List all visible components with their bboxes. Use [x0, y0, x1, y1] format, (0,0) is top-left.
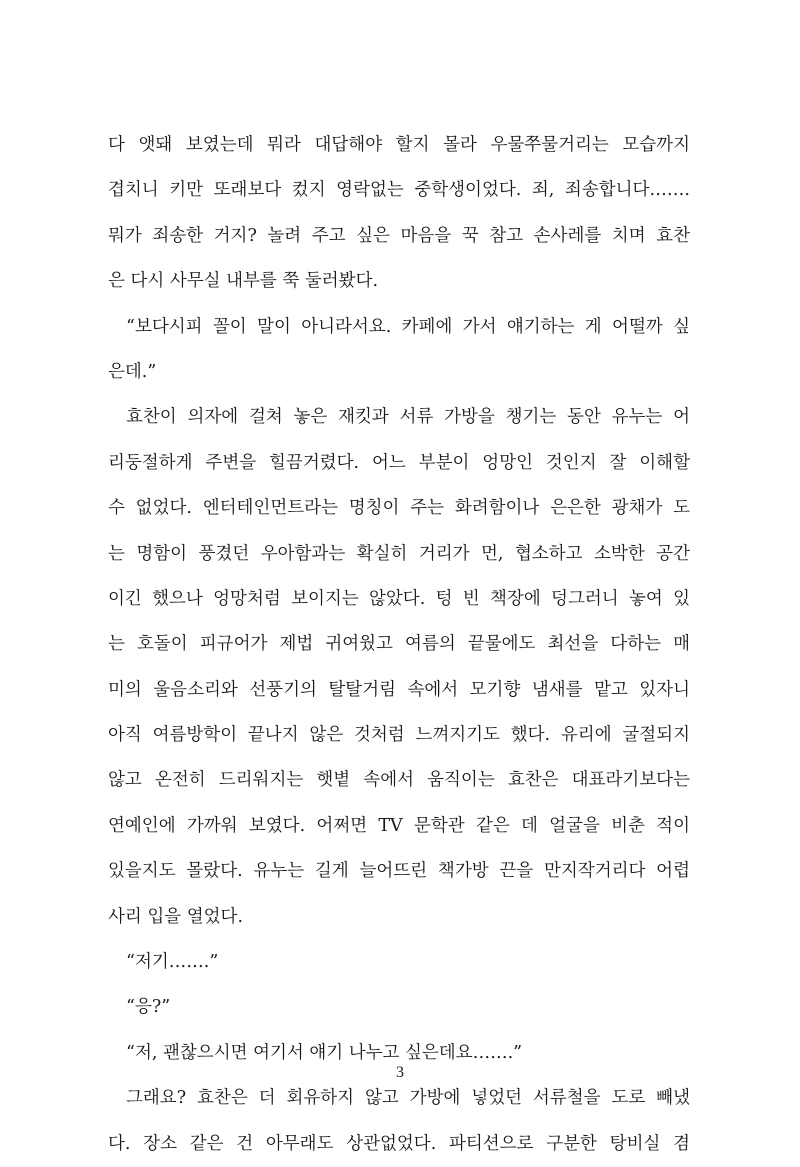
- text-line: 않고 온전히 드리워지는 햇볕 속에서 움직이는 효찬은 대표라기보다는: [108, 770, 690, 791]
- page-number: 3: [396, 1064, 404, 1081]
- text-line: 미의 울음소리와 선풍기의 탈탈거림 속에서 모기향 냄새를 맡고 있자니: [108, 679, 690, 700]
- text-line: 겹치니 키만 또래보다 컸지 영락없는 중학생이었다. 죄, 죄송합니다…….: [108, 180, 690, 201]
- text-line: 사리 입을 열었다.: [108, 906, 244, 927]
- text-line: 는 명함이 풍겼던 우아함과는 확실히 거리가 먼, 협소하고 소박한 공간: [108, 543, 690, 564]
- text-line: 는 호돌이 피규어가 제법 귀여웠고 여름의 끝물에도 최선을 다하는 매: [108, 634, 690, 655]
- text-line: 아직 여름방학이 끝나지 않은 것처럼 느껴지기도 했다. 유리에 굴절되지: [108, 725, 690, 746]
- body-text: [108, 123, 690, 1167]
- text-line: 이긴 했으나 엉망처럼 보이지는 않았다. 텅 빈 책장에 덩그러니 놓여 있: [108, 588, 690, 609]
- text-line: 효찬이 의자에 걸쳐 놓은 재킷과 서류 가방을 챙기는 동안 유누는 어: [126, 407, 690, 428]
- text-line: 다 앳돼 보였는데 뭐라 대답해야 할지 몰라 우물쭈물거리는 모습까지: [108, 135, 690, 155]
- text-line: “보다시피 꼴이 말이 아니라서요. 카페에 가서 얘기하는 게 어떨까 싶: [126, 316, 690, 337]
- text-line: 있을지도 몰랐다. 유누는 길게 늘어뜨린 책가방 끈을 만지작거리다 어렵: [108, 861, 690, 882]
- text-line: 은 다시 사무실 내부를 쭉 둘러봤다.: [108, 271, 379, 292]
- text-line: 은데.”: [108, 361, 157, 382]
- text-line: “저기…….”: [126, 952, 219, 973]
- text-line: 리둥절하게 주변을 힐끔거렸다. 어느 부분이 엉망인 것인지 잘 이해할: [108, 452, 690, 473]
- text-line: 다. 장소 같은 건 아무래도 상관없었다. 파티션으로 구분한 탕비실 겸: [108, 1133, 690, 1154]
- text-line: “응?”: [126, 997, 171, 1018]
- text-line: 그래요? 효찬은 더 회유하지 않고 가방에 넣었던 서류철을 도로 빼냈: [126, 1088, 690, 1109]
- text-line: “저, 괜찮으시면 여기서 얘기 나누고 싶은데요…….”: [126, 1042, 523, 1063]
- text-line: 뭐가 죄송한 거지? 놀려 주고 싶은 마음을 꾹 참고 손사레를 치며 효찬: [108, 225, 690, 246]
- text-line: 연예인에 가까워 보였다. 어쩌면 TV 문학관 같은 데 얼굴을 비춘 적이: [108, 815, 690, 836]
- text-line: 수 없었다. 엔터테인먼트라는 명칭이 주는 화려함이나 은은한 광채가 도: [108, 498, 690, 519]
